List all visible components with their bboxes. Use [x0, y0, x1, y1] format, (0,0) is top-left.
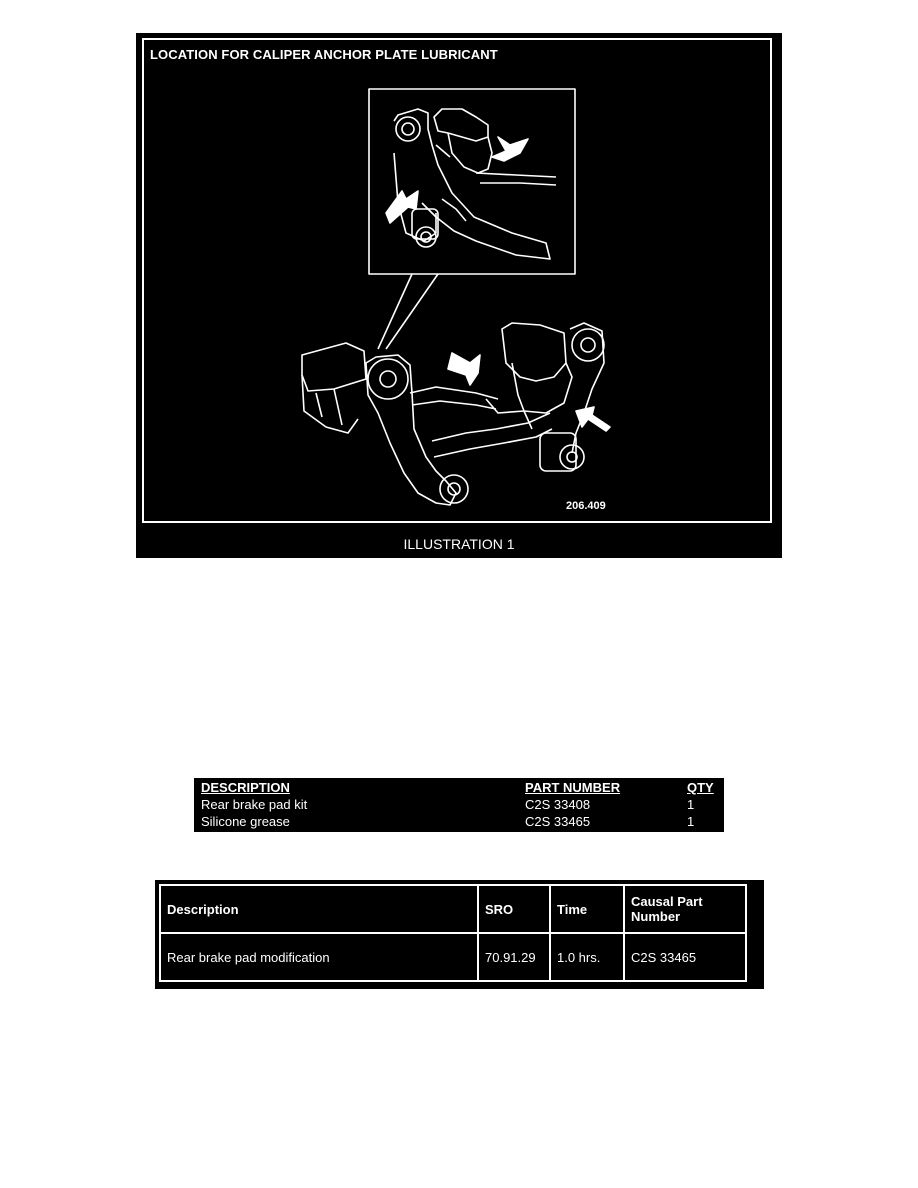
illustration-title: LOCATION FOR CALIPER ANCHOR PLATE LUBRICANT — [150, 47, 498, 62]
inset-anchor-plate — [394, 109, 556, 259]
caliper-illustration — [136, 33, 782, 558]
labour-header-sro: SRO — [478, 885, 550, 933]
arrow-icon — [492, 137, 528, 161]
parts-header-part-number: PART NUMBER — [525, 780, 621, 795]
labour-description: Rear brake pad modification — [160, 933, 478, 981]
part-number: C2S 33408 — [525, 797, 591, 812]
parts-header-qty: QTY — [687, 780, 714, 795]
labour-header-row — [160, 885, 746, 933]
part-description: Rear brake pad kit — [201, 797, 308, 812]
table-row — [160, 933, 746, 981]
labour-table — [155, 880, 764, 989]
labour-causal-part: C2S 33465 — [624, 933, 746, 981]
caliper-anchor-drawing — [136, 33, 782, 558]
table-row — [194, 814, 724, 831]
labour-header-time: Time — [550, 885, 624, 933]
labour-time: 1.0 hrs. — [550, 933, 624, 981]
parts-header-row — [194, 780, 724, 797]
detail-inset-box — [369, 89, 575, 274]
table-row — [194, 797, 724, 814]
part-number: C2S 33465 — [525, 814, 591, 829]
arrow-icon — [576, 407, 610, 431]
part-description: Silicone grease — [201, 814, 290, 829]
illustration-caption: ILLUSTRATION 1 — [403, 536, 515, 552]
parts-table — [194, 778, 724, 832]
parts-header-description: DESCRIPTION — [201, 780, 290, 795]
main-anchor-plate — [302, 323, 604, 505]
part-qty: 1 — [687, 797, 695, 812]
labour-header-causal-part: Causal Part Number — [624, 885, 746, 933]
labour-sro: 70.91.29 — [478, 933, 550, 981]
part-qty: 1 — [687, 814, 695, 829]
labour-header-description: Description — [160, 885, 478, 933]
figure-code: 206.409 — [566, 500, 606, 512]
arrow-icon — [448, 353, 480, 385]
